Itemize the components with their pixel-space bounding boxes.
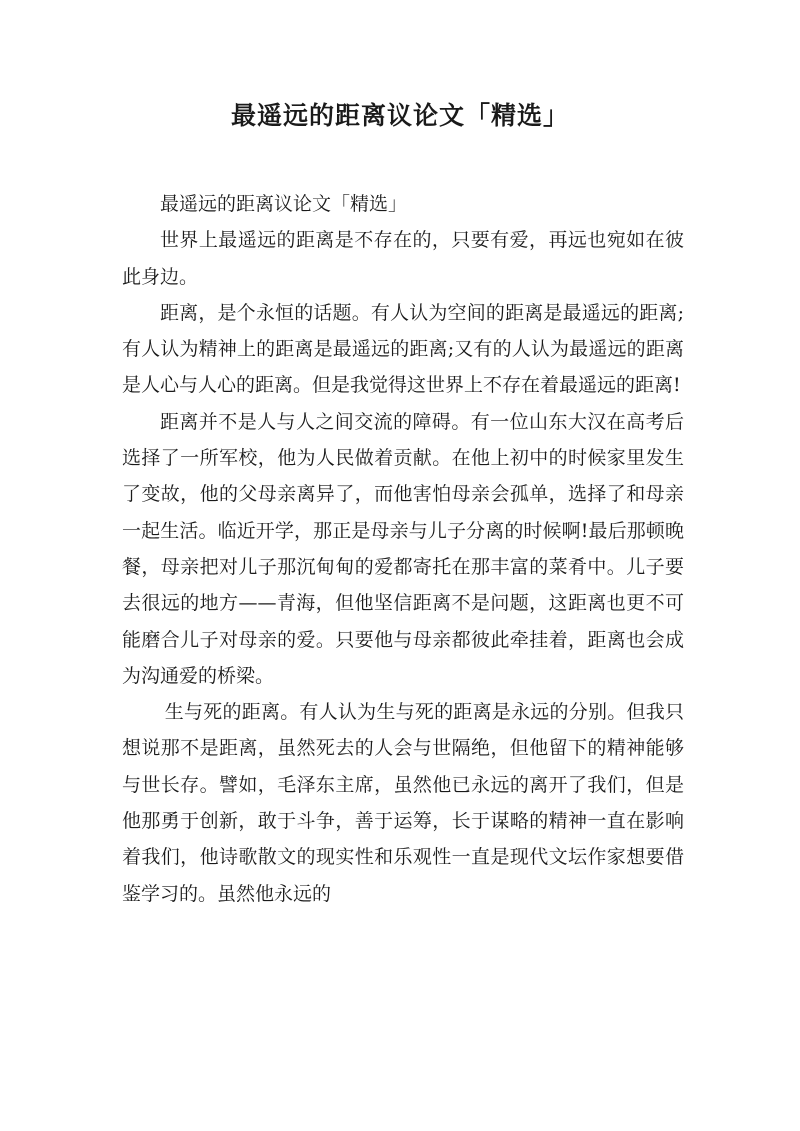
paragraph-subtitle: 最遥远的距离议论文「精选」 <box>160 193 408 215</box>
document-body <box>122 186 684 912</box>
paragraph-distance-topic: 距离，是个永恒的话题。有人认为空间的距离是最遥远的距离;有人认为精神上的距离是最遥远的距离;又有的人认为最遥远的距离是人心与人心的距离。但是我觉得这世界上不存在着最遥远的距离! <box>122 301 684 397</box>
paragraph-intro: 世界上最遥远的距离是不存在的，只要有爱，再远也宛如在彼此身边。 <box>122 229 684 288</box>
paragraph-life-and-death: 生与死的距离。有人认为生与死的距离是永远的分别。但我只想说那不是距离，虽然死去的人会与世隔绝，但他留下的精神能够与世长存。譬如，毛泽东主席，虽然他已永远的离开了我们，但是他那勇于创新，敢于斗争，善于运筹，长于谋略的精神一直在影响着我们，他诗歌散文的现实性和乐观性一直是现代文坛作家想要借鉴学习的。虽然他永远的 <box>122 701 684 905</box>
document-title: 最遥远的距离议论文「精选」 <box>230 101 569 130</box>
paragraph-communication: 距离并不是人与人之间交流的障碍。有一位山东大汉在高考后选择了一所军校，他为人民做着贡献。在他上初中的时候家里发生了变故，他的父母亲离异了，而他害怕母亲会孤单，选择了和母亲一起生活。临近开学，那正是母亲与儿子分离的时候啊!最后那顿晚餐，母亲把对儿子那沉甸甸的爱都寄托在那丰富的菜肴中。儿子要去很远的地方——青海，但他坚信距离不是问题，这距离也更不可能磨合儿子对母亲的爱。只要他与母亲都彼此牵挂着，距离也会成为沟通爱的桥梁。 <box>122 410 684 687</box>
